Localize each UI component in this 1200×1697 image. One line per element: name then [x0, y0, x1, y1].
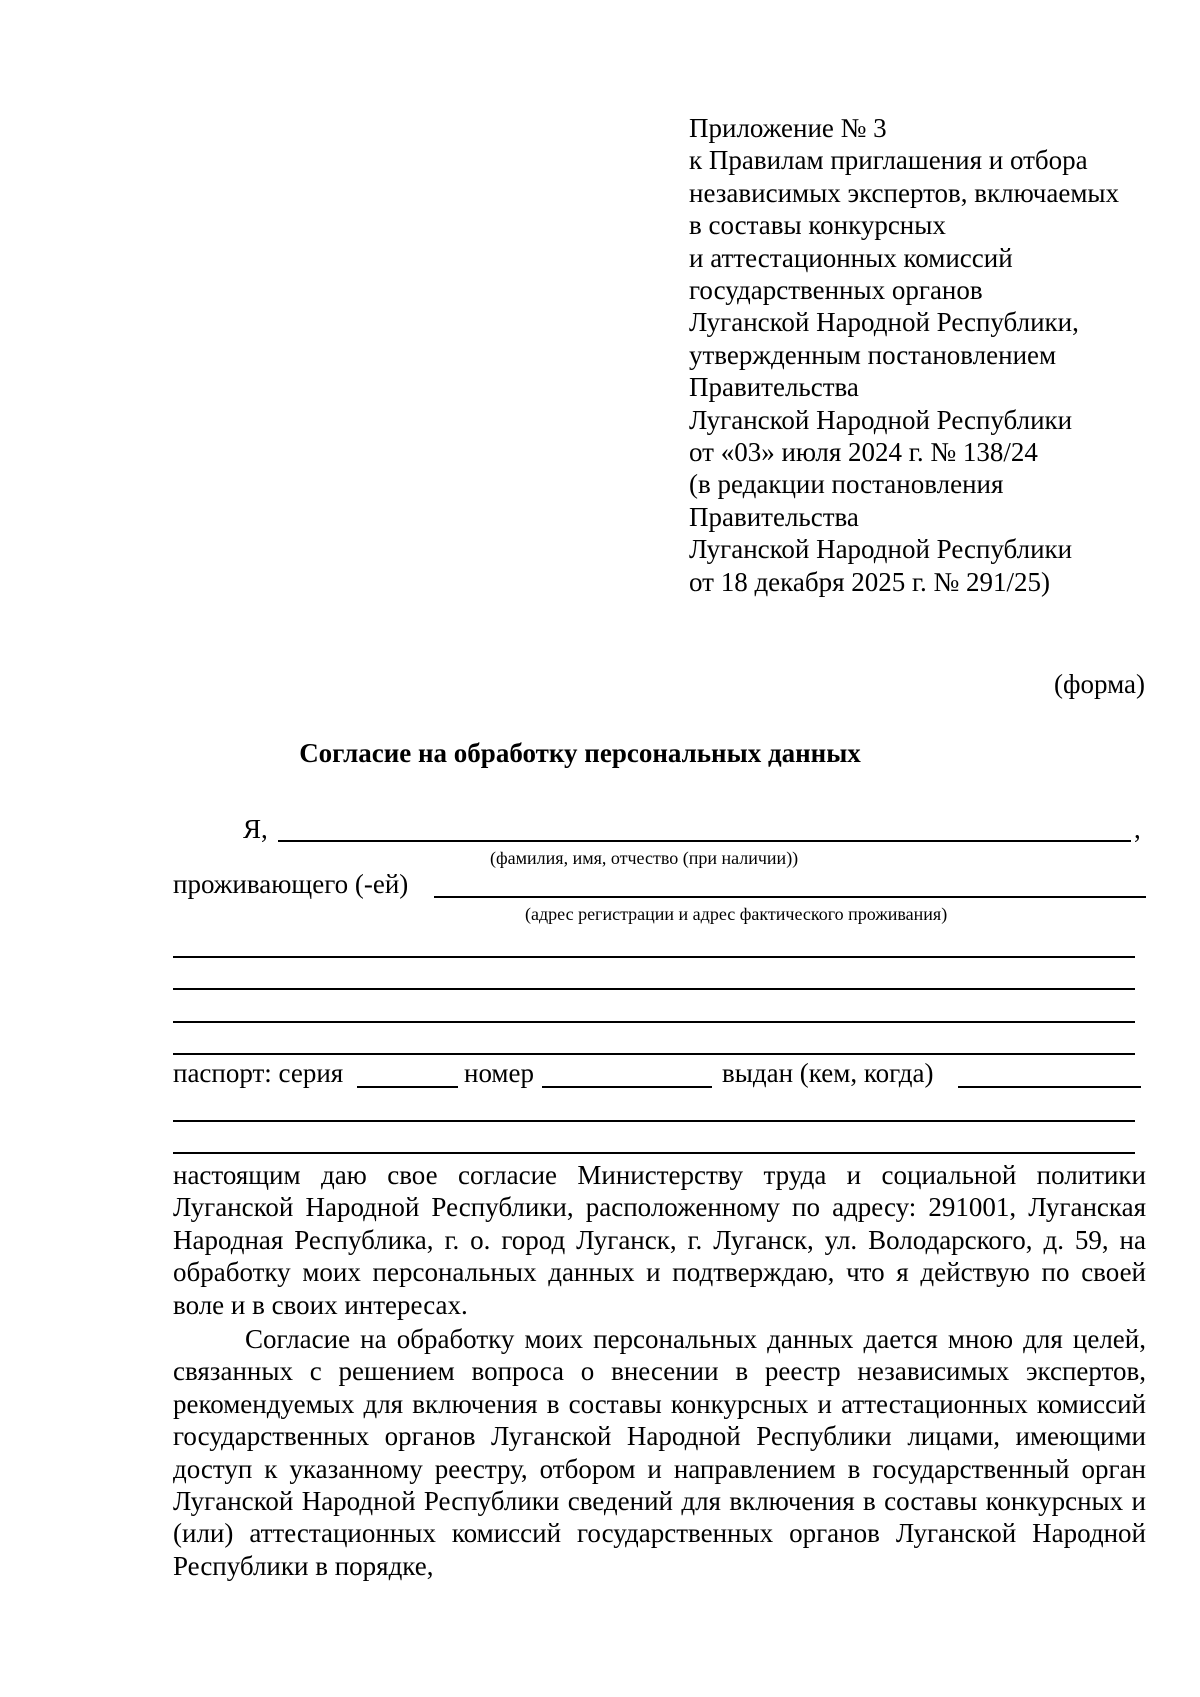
address-field-line[interactable] [434, 896, 1146, 898]
fio-hint: (фамилия, имя, отчество (при наличии)) [490, 848, 799, 868]
passport-number-field-line[interactable] [542, 1086, 712, 1088]
appendix-line: Правительства [689, 501, 859, 532]
purpose-paragraph: Согласие на обработку моих персональных данных дается мною для целей, связанных с решением вопроса о внесении в реестр независимых экспертов, рекомендуемых для включения в составы конкурсных и аттестационных комиссий государственных органов Луганской Народной Республики лицами, имеющими доступ к указанному реестру, отбором и направлением в государственный орган Луганской Народной Республики сведений для включения в составы конкурсных и (или) аттестационных комиссий государственных органов Луганской Народной Республики в порядке, [173, 1324, 1146, 1581]
appendix-line: Правительства [689, 372, 859, 403]
address-extra-line[interactable] [173, 1053, 1135, 1055]
appendix-line: от «03» июля 2024 г. № 138/24 [689, 437, 1038, 468]
appendix-line: государственных органов [689, 275, 983, 306]
form-label: (форма) [1054, 669, 1145, 699]
consent-paragraph: настоящим даю свое согласие Министерству труда и социальной политики Луганской Народной Республики, расположенному по адресу: 291001, Луганская Народная Республика, г. о. город Луганск, г. Луганск, ул. Володарского, д. 59, на обработку моих персональных данных и подтверждаю, что я действую по своей воле и в своих интересах. [173, 1160, 1146, 1320]
appendix-line: и аттестационных комиссий [689, 242, 1013, 273]
appendix-line: от 18 декабря 2025 г. № 291/25) [689, 566, 1051, 597]
passport-extra-line[interactable] [173, 1120, 1135, 1122]
passport-series-field-line[interactable] [357, 1086, 458, 1088]
appendix-line: утвержденным постановлением [689, 339, 1057, 370]
appendix-line: Луганской Народной Республики [689, 404, 1073, 435]
appendix-line: Приложение № 3 [689, 113, 887, 143]
address-extra-line[interactable] [173, 956, 1135, 958]
appendix-line: Луганской Народной Республики, [689, 307, 1079, 338]
appendix-line: к Правилам приглашения и отбора [689, 145, 1088, 176]
residing-label: проживающего (-ей) [173, 869, 409, 899]
appendix-line: независимых экспертов, включаемых [689, 177, 1120, 208]
appendix-header [689, 112, 1159, 598]
passport-issued-field-line[interactable] [958, 1086, 1141, 1088]
address-extra-line[interactable] [173, 1021, 1135, 1023]
fio-field-line[interactable] [278, 840, 1131, 842]
passport-series-label: паспорт: серия [173, 1058, 344, 1088]
passport-extra-line[interactable] [173, 1152, 1135, 1154]
fio-comma: , [1134, 814, 1141, 844]
document-title: Согласие на обработку персональных данных [299, 738, 861, 768]
appendix-line: Луганской Народной Республики [689, 534, 1073, 565]
ya-label: Я, [243, 814, 268, 844]
appendix-line: в составы конкурсных [689, 210, 946, 241]
passport-issued-label: выдан (кем, когда) [722, 1058, 934, 1088]
address-hint: (адрес регистрации и адрес фактического проживания) [525, 904, 948, 924]
consent-body [173, 1159, 1146, 1582]
address-extra-line[interactable] [173, 988, 1135, 990]
appendix-line: (в редакции постановления [689, 469, 1004, 500]
passport-number-label: номер [464, 1058, 535, 1088]
